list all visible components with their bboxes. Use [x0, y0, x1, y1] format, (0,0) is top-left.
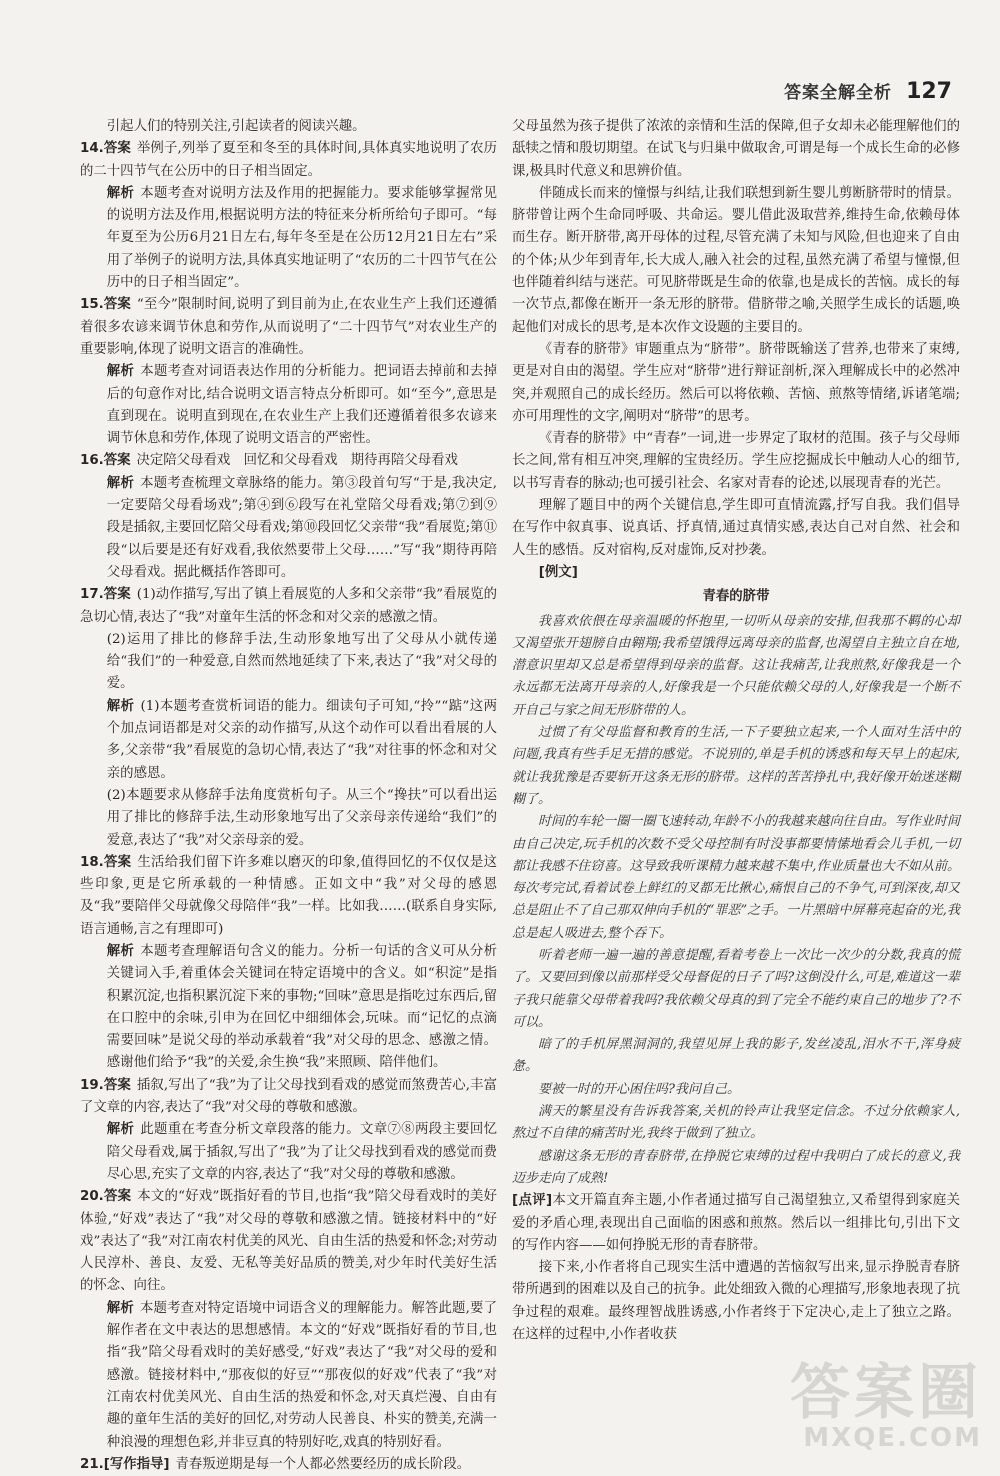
- example-label: [例文]: [538, 564, 578, 580]
- question-18: [80, 852, 497, 1075]
- analysis-label: 解析: [106, 475, 135, 491]
- watermark-text: 答案圈: [790, 1358, 982, 1428]
- analysis-label: 解析: [106, 1300, 134, 1316]
- question-14: [80, 138, 497, 294]
- essay-paragraph: 我喜欢依偎在母亲温暖的怀抱里,一切听从母亲的安排,但我那不羁的心却又渴望张开翅膀自由翱翔;我希望饿得远离母亲的监督,也渴望自主独立自在地,潜意识里却又总是希望得到母亲的监督。这让我痛苦,让我煎熬,好像我是一个永远都无法离开母亲的人,好像我是一个只能依赖父母的人,好像我是一个断不开自己与家之间无形脐带的人。: [512, 613, 960, 718]
- guide-paragraph-1: 父母虽然为孩子提供了浓浓的亲情和生活的保障,但子女却未必能理解他们的舐犊之情和殷切期望。在试飞与归巢中做取舍,可谓是每一个成长生命的必修课,极具时代意义和思辨价值。: [512, 119, 960, 179]
- answer-label: 答案: [103, 141, 131, 157]
- answer-label: 答案: [103, 854, 132, 870]
- question-19: [80, 1075, 497, 1186]
- essay-paragraph: 感谢这条无形的青春脐带,在挣脱它束缚的过程中我明白了成长的意义,我迈步走向了成熟!: [512, 1148, 960, 1186]
- comment-text: 本文开篇直奔主题,小作者通过描写自己渴望独立,又希望得到家庭关爱的矛盾心理,表现出自己面临的困惑和煎熬。然后以一组排比句,引出下文的写作内容——如何挣脱无形的青春脐带。: [512, 1193, 960, 1253]
- page-number: 127: [906, 79, 952, 104]
- essay-paragraph: 听着老师一遍一遍的善意提醒,看着考卷上一次比一次少的分数,我真的慌了。又要回到像以前那样受父母督促的日子了吗?这倒没什么,可是,难道这一辈子我只能靠父母带着我吗?我依赖父母真的到了完全不能约束自己的地步了?不可以。: [512, 947, 960, 1030]
- answer-text: 生活给我们留下许多难以磨灭的印象,值得回忆的不仅仅是这些印象,更是它所承载的一种情感。正如文中“我”对父母的感恩及“我”要陪伴父母就像父母陪伴“我”一样。比如我……(联系自身实际,语言通畅,言之有理即可): [80, 854, 497, 937]
- answer-text-1: (1)动作描写,写出了镇上看展览的人多和父亲带“我”看展览的急切心情,表达了“我”对童年生活的怀念和对父亲的感激之情。: [80, 587, 497, 625]
- guide-paragraph-3: 《青春的脐带》审题重点为“脐带”。脐带既输送了营养,也带来了束缚,更是对自由的渴望。学生应对“脐带”进行辩证剖析,深入理解成长中的必然冲突,并观照自己的成长经历。然后可以将依赖、苦恼、煎熬等情绪,诉诸笔端;亦可用理性的文字,阐明对“脐带”的思考。: [512, 341, 960, 424]
- comment-label: [点评]: [512, 1193, 553, 1209]
- question-15: [80, 294, 497, 450]
- analysis-text: 本题考查对特定语境中词语含义的理解能力。解答此题,要了解作者在文中表达的思想感情。本文的“好戏”既指好看的节目,也指“我”陪父母看戏时的美好感受,“好戏”表达了“我”对父母的爱和感激。链接材料中,“那夜似的好豆”“那夜似的好戏”代表了“我”对江南农村优美风光、自由生活的热爱和怀念,对天真烂漫、自由有趣的童年生活的美好的回忆,对劳动人民善良、朴实的赞美,充满一种浪漫的理想色彩,并非豆真的特别好吃,戏真的特别好看。: [106, 1300, 497, 1450]
- answer-text-2: (2)运用了排比的修辞手法,生动形象地写出了父母从小就传递给“我们”的一种爱意,自然而然地延续了下来,表达了“我”对父母的爱。: [106, 631, 497, 692]
- analysis-label: 解析: [106, 185, 135, 201]
- answer-label: 答案: [103, 453, 131, 469]
- answer-label: 答案: [103, 1189, 132, 1205]
- question-number: 15.: [80, 297, 104, 313]
- analysis-text: 此题重在考查分析文章段落的能力。文章⑦⑧两段主要回忆陪父母看戏,属于插叙,写出了“我”为了让父母找到看戏的感觉而费尽心思,充实了文章的内容,表达了“我”对父母的尊敬和感激。: [106, 1122, 497, 1182]
- essay-paragraph: 时间的车轮一圈一圈飞速转动,年龄不小的我越来越向往自由。写作业时间由自己决定,玩手机的次数不受父母控制有时没事都要情愫地看会儿手机,一切都让我感不住窃喜。这导致我听课精力越来越不集中,作业质量也大不如从前。每次考完试,看着试卷上鲜红的叉都无比揪心,痛恨自己的不争气,可到深夜,却又总是阻止不了自己那双伸向手机的“罪恶”之手。一片黑暗中屏幕亮起奋的光,我总是起人吸进去,整个吞下。: [512, 814, 960, 941]
- essay-title: 青春的脐带: [702, 589, 770, 605]
- left-column: [80, 116, 497, 1476]
- guide-paragraph-2: 伴随成长而来的憧憬与纠结,让我们联想到新生婴儿剪断脐带时的情景。脐带曾让两个生命同呼吸、共命运。婴儿借此汲取营养,维持生命,依赖母体而生存。断开脐带,离开母体的过程,尽管充满了未知与风险,但也迎来了自由的个体;从少年到青年,长大成人,融入社会的过程,虽然充满了希望与憧憬,但也伴随着纠结与迷茫。可见脐带既是生命的依靠,也是成长的苦恼。成长的每一次节点,都像在断开一条无形的脐带。借脐带之喻,关照学生成长的话题,唤起他们对成长的思考,是本次作文设题的主要目的。: [512, 185, 960, 335]
- analysis-label: 解析: [106, 364, 135, 380]
- section-title: 答案全解全析: [784, 83, 893, 103]
- question-16: [80, 450, 497, 584]
- answer-text: 举例子,列举了夏至和冬至的具体时间,具体真实地说明了农历的二十四节气在公历中的日子相当固定。: [80, 141, 498, 179]
- analysis-text: 本题考查梳理文章脉络的能力。第③段首句写“于是,我决定,一定要陪父母看场戏”;第④到⑥段写在礼堂陪父母看戏;第⑦到⑨段是插叙,主要回忆陪父母看戏;第⑩段回忆父亲带“我”看展览;第⑪段“以后要是还有好戏看,我依然要带上父母……”写“我”期待再陪父母看戏。据此概括作答即可。: [106, 475, 498, 580]
- answer-text: 决定陪父母看戏 回忆和父母看戏 期待再陪父母看戏: [136, 453, 458, 469]
- essay-paragraph: 暗了的手机屏黑洞洞的,我望见屏上我的影子,发丝凌乱,泪水不干,浑身疲惫。: [512, 1037, 960, 1075]
- analysis-label: 解析: [106, 943, 135, 959]
- essay-paragraph: 满天的繁星没有告诉我答案,关机的铃声让我坚定信念。不过分依赖家人,熬过不自律的痛苦时光,我终于做到了独立。: [512, 1104, 960, 1142]
- question-number: 18.: [80, 854, 104, 870]
- writing-guide-label: [写作指导]: [103, 1456, 170, 1472]
- guide-paragraph-4: 《青春的脐带》中“青春”一词,进一步界定了取材的范围。孩子与父母师长之间,常有相互冲突,理解的宝贵经历。学生应挖掘成长中触动人心的细节,以书写青春的脉动;也可援引社会、名家对青春的论述,以展现青春的光芒。: [512, 431, 960, 491]
- answer-label: 答案: [103, 297, 131, 313]
- final-paragraph: 接下来,小作者将自己现实生活中遭遇的苦恼叙写出来,显示挣脱青春脐带所遇到的困难以及自己的抗争。此处细致入微的心理描写,形象地表现了抗争过程的艰难。最终理智战胜诱惑,小作者终于下定决心,走上了独立之路。在这样的过程中,小作者收获: [512, 1260, 960, 1343]
- answer-text: 插叙,写出了“我”为了让父母找到看戏的感觉而煞费苦心,丰富了文章的内容,表达了“我”对父母的尊敬和感激。: [80, 1077, 498, 1116]
- analysis-text: 本题考查对词语表达作用的分析能力。把词语去掉前和去掉后的句意作对比,结合说明文语言特点分析即可。如“至今”,意思是直到现在。说明直到现在,在农业生产上我们还遵循着很多农谚来调节休息和劳作,体现了说明文语言的严密性。: [106, 364, 497, 447]
- question-number: 14.: [80, 141, 104, 157]
- analysis-text: 本题考查理解语句含义的能力。分析一句话的含义可从分析关键词入手,着重体会关键词在特定语境中的含义。如“积淀”是指积累沉淀,也指积累沉淀下来的事物;“回味”意思是指吃过东西后,留在口腔中的余味,引申为在回忆中细细体会,玩味。而“记忆的点滴需要回味”是说父母的举动承载着“我”对父母的思念、感激之情。感谢他们给予“我”的关爱,余生换“我”来照顾、陪伴他们。: [106, 943, 497, 1071]
- question-number: 21.: [80, 1456, 104, 1472]
- page-header: [784, 78, 952, 104]
- analysis-text-1: (1)本题考查赏析词语的能力。细读句子可知,“拎”“踮”这两个加点词语都是对父亲的动作描写,从这个动作可以看出看展的人多,父亲带“我”看展览的急切心情,表达了“我”对往事的怀念和对父亲的感恩。: [106, 698, 497, 781]
- analysis-label: 解析: [106, 698, 135, 714]
- watermark-logo: [790, 1358, 982, 1453]
- question-20: [80, 1186, 497, 1454]
- question-21: [80, 1454, 497, 1476]
- writing-guide-text: 青春叛逆期是每一个人都必然要经历的成长阶段。: [175, 1456, 471, 1472]
- question-number: 17.: [80, 587, 104, 603]
- question-17: [80, 584, 497, 852]
- right-column: [512, 116, 960, 1346]
- watermark-url: MXQE.COM: [803, 1423, 982, 1453]
- answer-label: 答案: [103, 587, 131, 603]
- intro-line: 引起人们的特别关注,引起读者的阅读兴趣。: [106, 119, 366, 134]
- example-essay: [512, 611, 960, 1191]
- guide-paragraph-5: 理解了题目中的两个关键信息,学生即可直情流露,抒写自我。我们倡导在写作中叙真事、说真话、抒真情,通过真情实感,表达自己对自然、社会和人生的感悟。反对宿构,反对虚饰,反对抄袭。: [512, 498, 960, 558]
- answer-text: 本文的“好戏”既指好看的节目,也指“我”陪父母看戏时的美好体验,“好戏”表达了“我”对父母的尊敬和感激之情。链接材料中的“好戏”表达了“我”对江南农村优美的风光、自由生活的热爱和怀念;对劳动人民淳朴、善良、友爱、无私等美好品质的赞美,对少年时代美好生活的怀念、向往。: [80, 1189, 498, 1294]
- answer-text: “至今”限制时间,说明了到目前为止,在农业生产上我们还遵循着很多农谚来调节休息和劳作,从而说明了“二十四节气”对农业生产的重要影响,体现了说明文语言的准确性。: [80, 297, 498, 357]
- analysis-label: 解析: [106, 1122, 135, 1138]
- answer-label: 答案: [103, 1077, 131, 1093]
- question-number: 16.: [80, 453, 104, 469]
- essay-paragraph: 要被一时的开心困住吗?我问自己。: [538, 1081, 740, 1097]
- question-number: 19.: [80, 1077, 104, 1093]
- analysis-text-2: (2)本题要求从修辞手法角度赏析句子。从三个“搀扶”可以看出运用了排比的修辞手法,生动形象地写出了父亲母亲传递给“我们”的爱意,表达了“我”对父亲母亲的爱。: [106, 787, 497, 848]
- essay-paragraph: 过惯了有父母监督和教育的生活,一下子要独立起来,一个人面对生活中的问题,我真有些手足无措的感觉。不说别的,单是手机的诱惑和每天早上的起床,就让我犹豫是否要斩开这条无形的脐带。这样的苦苦挣扎中,我好像开始迷迷糊糊了。: [512, 725, 960, 807]
- analysis-text: 本题考查对说明方法及作用的把握能力。要求能够掌握常见的说明方法及作用,根据说明方法的特征来分析所给句子即可。“每年夏至为公历6月21日左右,每年冬至是在公历12月21日左右”采用了举例子的说明方法,具体真实地证明了“农历的二十四节气在公历中的日子相当固定”。: [106, 185, 497, 291]
- question-number: 20.: [80, 1189, 104, 1205]
